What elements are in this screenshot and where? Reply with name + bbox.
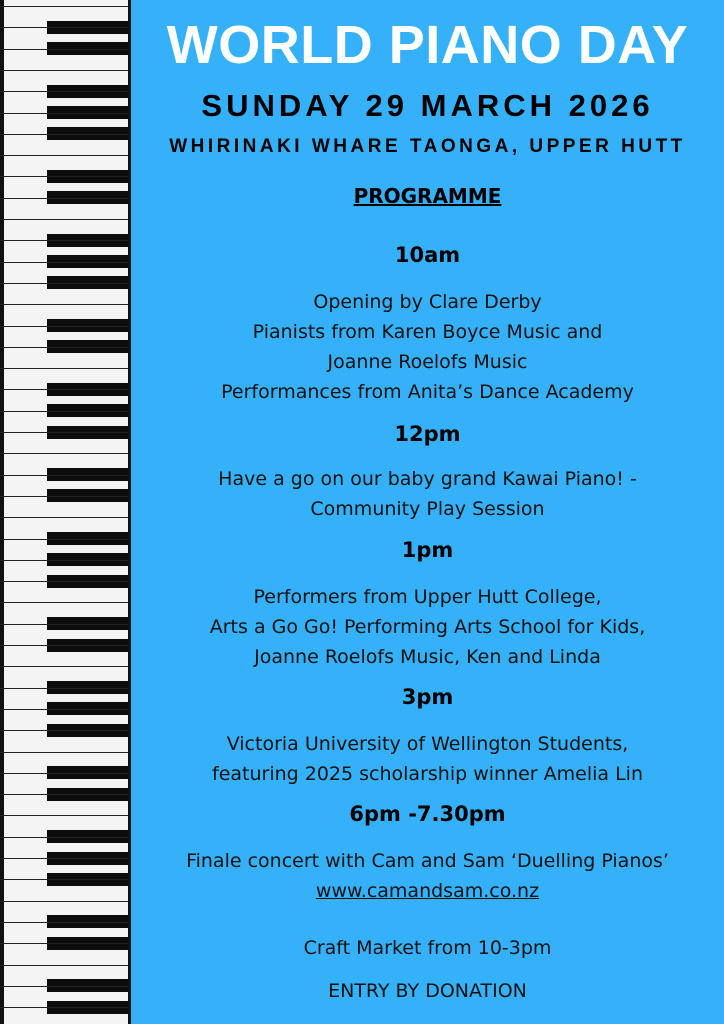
white-key-divider (0, 1007, 128, 1008)
schedule-desc-12pm (131, 464, 724, 524)
schedule-desc-3pm (131, 729, 724, 789)
schedule-line: Joanne Roelofs Music, Ken and Linda (254, 646, 601, 668)
white-key-divider (0, 624, 128, 625)
camandsam-link[interactable]: www.camandsam.co.nz (315, 880, 540, 902)
piano-keyboard-graphic (0, 0, 131, 1024)
white-key-divider (0, 709, 128, 710)
white-key-divider (0, 965, 128, 966)
white-key-divider (0, 262, 128, 263)
schedule-line: Pianists from Karen Boyce Music and (252, 321, 603, 343)
white-key-divider (0, 517, 128, 518)
schedule-line: Performances from Anita’s Dance Academy (221, 381, 634, 403)
white-key-divider (0, 773, 128, 774)
schedule-line: Joanne Roelofs Music (327, 351, 528, 373)
schedule-line: Victoria University of Wellington Students, (226, 733, 629, 755)
schedule-line: Finale concert with Cam and Sam ‘Duelling Pianos’ (186, 850, 669, 872)
white-key-divider (0, 815, 128, 816)
poster-title: WORLD PIANO DAY (166, 15, 689, 75)
white-key-divider (0, 70, 128, 71)
schedule-line: Opening by Clare Derby (313, 291, 542, 313)
white-key-divider (0, 113, 128, 114)
white-key-divider (0, 943, 128, 944)
schedule-time-3pm: 3pm (401, 685, 454, 709)
white-key-divider (0, 304, 128, 305)
white-key-divider (0, 560, 128, 561)
white-key-divider (0, 198, 128, 199)
schedule-line: Have a go on our baby grand Kawai Piano! - (218, 468, 637, 490)
entry-text: ENTRY BY DONATION (328, 980, 527, 1002)
white-key-divider (0, 134, 128, 135)
white-key-divider (0, 539, 128, 540)
schedule-time-12pm: 12pm (394, 422, 461, 446)
schedule-time-1pm: 1pm (401, 538, 454, 562)
event-date: SUNDAY 29 MARCH 2026 (201, 88, 654, 123)
white-key-divider (0, 858, 128, 859)
white-key-divider (0, 602, 128, 603)
craft-market-note (131, 933, 724, 963)
schedule-line: Community Play Session (310, 498, 545, 520)
white-key-divider (0, 6, 128, 7)
white-key-divider (0, 901, 128, 902)
white-key-divider (0, 155, 128, 156)
white-key-divider (0, 837, 128, 838)
white-key-divider (0, 688, 128, 689)
white-key-divider (0, 581, 128, 582)
programme-heading: PROGRAMME (353, 184, 502, 208)
white-key-divider (0, 730, 128, 731)
schedule-line: Arts a Go Go! Performing Arts School for Kids, (209, 616, 646, 638)
keyboard-edge (0, 0, 4, 1024)
event-venue: WHIRINAKI WHARE TAONGA, UPPER HUTT (169, 136, 686, 157)
white-key-divider (0, 283, 128, 284)
white-key-divider (0, 666, 128, 667)
schedule-time-6pm: 6pm -7.30pm (349, 802, 506, 826)
schedule-desc-6pm (131, 846, 724, 906)
white-key-divider (0, 347, 128, 348)
white-key-divider (0, 91, 128, 92)
schedule-line: Performers from Upper Hutt College, (253, 586, 602, 608)
white-key-divider (0, 368, 128, 369)
white-key-divider (0, 432, 128, 433)
white-key-divider (0, 922, 128, 923)
craft-market-text: Craft Market from 10-3pm (303, 937, 552, 959)
white-key-divider (0, 49, 128, 50)
white-key-divider (0, 475, 128, 476)
white-key-divider (0, 496, 128, 497)
schedule-desc-10am (131, 287, 724, 407)
poster-content (131, 0, 724, 1024)
white-key-divider (0, 389, 128, 390)
white-key-divider (0, 219, 128, 220)
white-key-divider (0, 326, 128, 327)
white-key-divider (0, 986, 128, 987)
white-key-divider (0, 453, 128, 454)
white-key-divider (0, 752, 128, 753)
white-key-divider (0, 176, 128, 177)
white-key-divider (0, 27, 128, 28)
schedule-time-10am: 10am (394, 243, 461, 267)
white-key-divider (0, 240, 128, 241)
schedule-desc-1pm (131, 582, 724, 672)
white-key-divider (0, 879, 128, 880)
white-key-divider (0, 411, 128, 412)
schedule-line: featuring 2025 scholarship winner Amelia Lin (212, 763, 643, 785)
entry-note (131, 976, 724, 1006)
white-key-divider (0, 794, 128, 795)
white-key-divider (0, 645, 128, 646)
